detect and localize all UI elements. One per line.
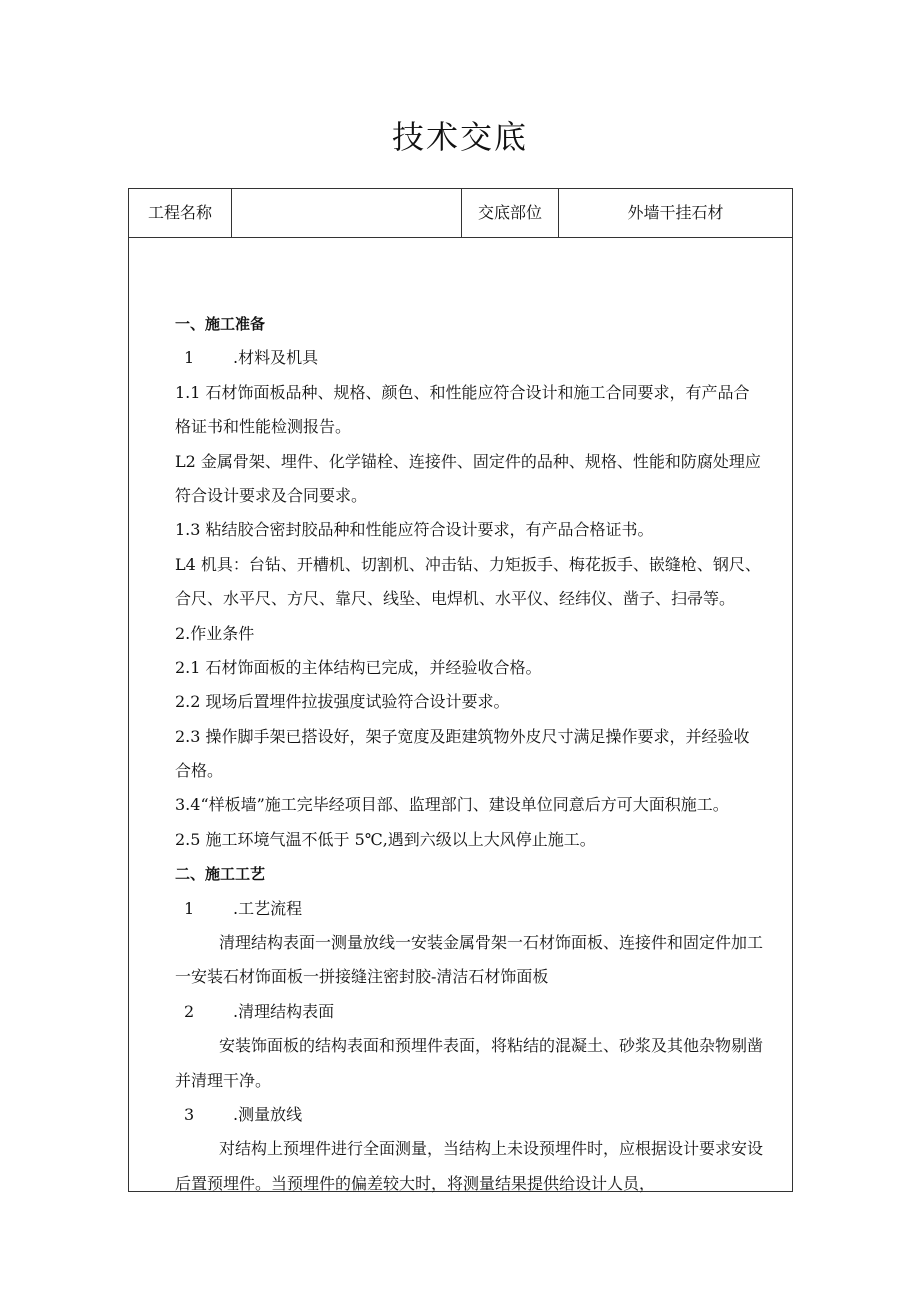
section-heading: 一、施工准备 — [175, 315, 266, 333]
paragraph-line: 2.2 现场后置埋件拉拔强度试验符合设计要求。 — [175, 692, 510, 712]
subsection-heading — [175, 1098, 795, 1132]
paragraph-line: 一安装石材饰面板一拼接缝注密封胶-清洁石材饰面板 — [175, 967, 549, 987]
paragraph-line: L2 金属骨架、埋件、化学锚栓、连接件、固定件的品种、规格、性能和防腐处理应 — [175, 451, 761, 471]
disclosure-part-value: 外墙干挂石材 — [627, 203, 724, 222]
form-header-row — [129, 189, 792, 238]
subsection-heading — [175, 341, 795, 375]
paragraph-line: 3.4“样板墙”施工完毕经项目部、监理部门、建设单位同意后方可大面积施工。 — [175, 795, 729, 815]
paragraph-line: L4 机具：台钻、开槽机、切割机、冲击钻、力矩扳手、梅花扳手、嵌缝枪、钢尺、 — [175, 554, 761, 574]
section-heading: 二、施工工艺 — [175, 865, 266, 884]
subsection-number: 1 — [184, 348, 195, 368]
subsection-title: .材料及机具 — [233, 348, 319, 368]
paragraph-line: 1.1 石材饰面板品种、规格、颜色、和性能应符合设计和施工合同要求，有产品合 — [175, 382, 750, 402]
subsection-number: 1 — [184, 898, 195, 918]
paragraph-line: 并清理干净。 — [175, 1070, 272, 1090]
subsection-title: .工艺流程 — [233, 898, 303, 918]
subsection-title: .清理结构表面 — [233, 1001, 335, 1021]
paragraph-line: 清理结构表面一测量放线一安装金属骨架一石材饰面板、连接件和固定件加工 — [219, 933, 764, 953]
project-name-label: 工程名称 — [147, 203, 212, 222]
disclosure-part-label: 交底部位 — [477, 203, 542, 222]
paragraph-line: 2.5 施工环境气温不低于 5℃,遇到六级以上大风停止施工。 — [175, 829, 596, 849]
document-title: 技术交底 — [391, 118, 528, 156]
paragraph-line: 2.3 操作脚手架已搭设好，架子宽度及距建筑物外皮尺寸满足操作要求，并经验收 — [175, 726, 750, 746]
paragraph-line: 格证书和性能检测报告。 — [175, 417, 352, 437]
paragraph-line: 合尺、水平尺、方尺、靠尺、线坠、电焊机、水平仪、经纬仪、凿子、扫帚等。 — [175, 589, 736, 609]
subsection-heading — [175, 995, 795, 1029]
paragraph-line: 合格。 — [175, 761, 224, 781]
subsection-heading: 2.作业条件 — [175, 623, 255, 643]
disclosure-form — [128, 188, 793, 1192]
paragraph-line: 安装饰面板的结构表面和预埋件表面，将粘结的混凝土、砂浆及其他杂物剔凿 — [219, 1036, 764, 1056]
subsection-number: 3 — [184, 1104, 195, 1124]
paragraph-line: 1.3 粘结胶合密封胶品种和性能应符合设计要求，有产品合格证书。 — [175, 520, 654, 540]
paragraph-line: 符合设计要求及合同要求。 — [175, 485, 368, 505]
paragraph-line: 2.1 石材饰面板的主体结构已完成，并经验收合格。 — [175, 657, 542, 677]
paragraph-line: 对结构上预埋件进行全面测量，当结构上未设预埋件时，应根据设计要求安设 — [219, 1139, 764, 1159]
disclosure-content — [175, 307, 795, 1201]
paragraph-line: 后置预埋件。当预埋件的偏差较大时，将测量结果提供给设计人员， — [175, 1173, 656, 1193]
project-name-value — [232, 189, 461, 237]
subsection-heading — [175, 892, 795, 926]
subsection-number: 2 — [184, 1001, 195, 1021]
subsection-title: .测量放线 — [233, 1104, 303, 1124]
